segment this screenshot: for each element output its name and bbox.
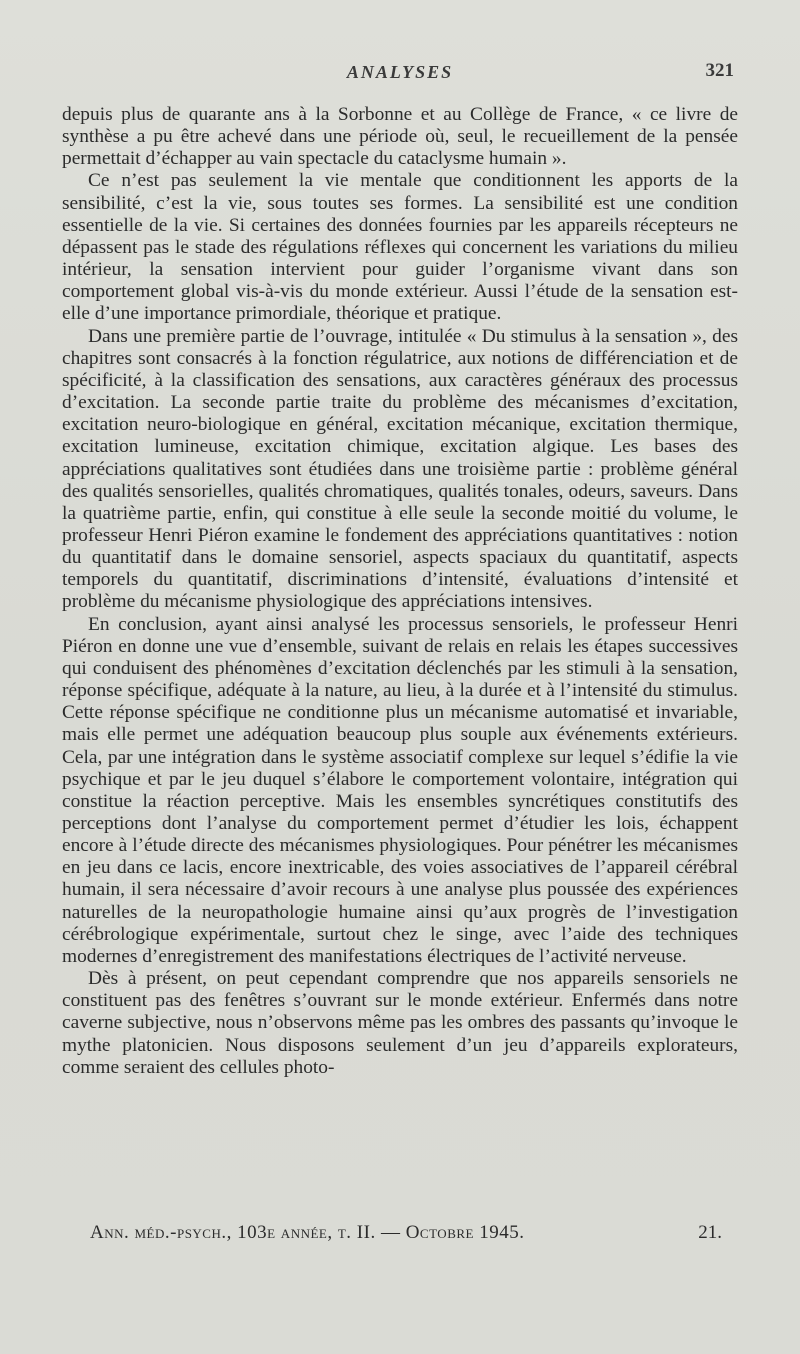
signature-number: 21. (698, 1222, 722, 1243)
body-text (62, 104, 738, 1079)
page-footer (62, 1222, 722, 1248)
paragraph: Ce n’est pas seulement la vie mentale que conditionnent les apports de la sensibilité, c’est la vie, sous toutes ses formes. La sensibilité est une condition essentielle de la vie. Si certaines des données fournies par les appareils récepteurs ne dépassent pas le stade des régulations réflexes qui concernent les variations du milieu intérieur, la sensation intervient pour guider l’organisme vivant dans son comportement global vis-à-vis du monde extérieur. Aussi l’étude de la sensation est-elle d’une importance primordiale, théorique et pratique. (62, 170, 738, 325)
paragraph: En conclusion, ayant ainsi analysé les processus sensoriels, le professeur Henri Piéron en donne une vue d’ensemble, suivant de relais en relais les étapes successives qui conduisent des phénomènes d’excitation déclenchés par les stimuli à la sensation, réponse spécifique, adéquate à la nature, au lieu, à la durée et à l’intensité du stimulus. Cette réponse spécifique ne conditionne plus un mécanisme automatisé et invariable, mais elle permet une adéquation beaucoup plus souple aux événements extérieurs. Cela, par une intégration dans le système associatif complexe sur lequel s’édifie la vie psychique et par le jeu duquel s’élabore le comportement volontaire, intégration qui constitue la réaction perceptive. Mais les ensembles syncrétiques constitutifs des perceptions dont l’analyse du comportement permet d’étudier les lois, échappent encore à l’étude directe des mécanismes physiologiques. Pour pénétrer les mécanismes en jeu dans ce lacis, encore inextricable, des voies associatives de l’appareil cérébral humain, il sera nécessaire d’avoir recours à une analyse plus poussée des expériences naturelles de la neuropathologie humaine ainsi qu’aux progrès de l’investigation cérébrologique expérimentale, surtout chez le singe, avec l’aide des techniques modernes d’enregistrement des manifestations électriques de l’activité nerveuse. (62, 613, 738, 967)
running-head-title: ANALYSES (346, 62, 454, 82)
running-head (58, 58, 742, 88)
journal-citation: Ann. méd.-psych., 103e année, t. II. — Octobre 1945. (90, 1222, 525, 1243)
page-number: 321 (705, 60, 734, 81)
paragraph-continued: depuis plus de quarante ans à la Sorbonne et au Collège de France, « ce livre de synthèse a pu être achevé dans une période où, seul, le recueillement de la pensée permettait d’échapper au vain spectacle du cataclysme humain ». (62, 104, 738, 170)
paragraph: Dans une première partie de l’ouvrage, intitulée « Du stimulus à la sensation », des chapitres sont consacrés à la fonction régulatrice, aux notions de différenciation et de spécificité, à la classification des sensations, aux caractères généraux des processus d’excitation. La seconde partie traite du problème des mécanismes d’excitation, excitation neuro-biologique en général, excitation mécanique, excitation thermique, excitation lumineuse, excitation chimique, excitation algique. Les bases des appréciations qualitatives sont étudiées dans une troisième partie : problème général des qualités sensorielles, qualités chromatiques, qualités tonales, odeurs, saveurs. Dans la quatrième partie, enfin, qui constitue à elle seule la seconde moitié du volume, le professeur Henri Piéron examine le fondement des appréciations quantitatives : notion du quantitatif dans le domaine sensoriel, aspects spaciaux du quantitatif, aspects temporels du quantitatif, discriminations d’intensité, évaluations d’intensité et problème du mécanisme physiologique des appréciations intensives. (62, 325, 738, 613)
paragraph: Dès à présent, on peut cependant comprendre que nos appareils sensoriels ne constituent pas des fenêtres s’ouvrant sur le monde extérieur. Enfermés dans notre caverne subjective, nous n’observons même pas les ombres des passants qu’invoque le mythe platonicien. Nous disposons seulement d’un jeu d’appareils explorateurs, comme seraient des cellules photo- (62, 968, 738, 1078)
